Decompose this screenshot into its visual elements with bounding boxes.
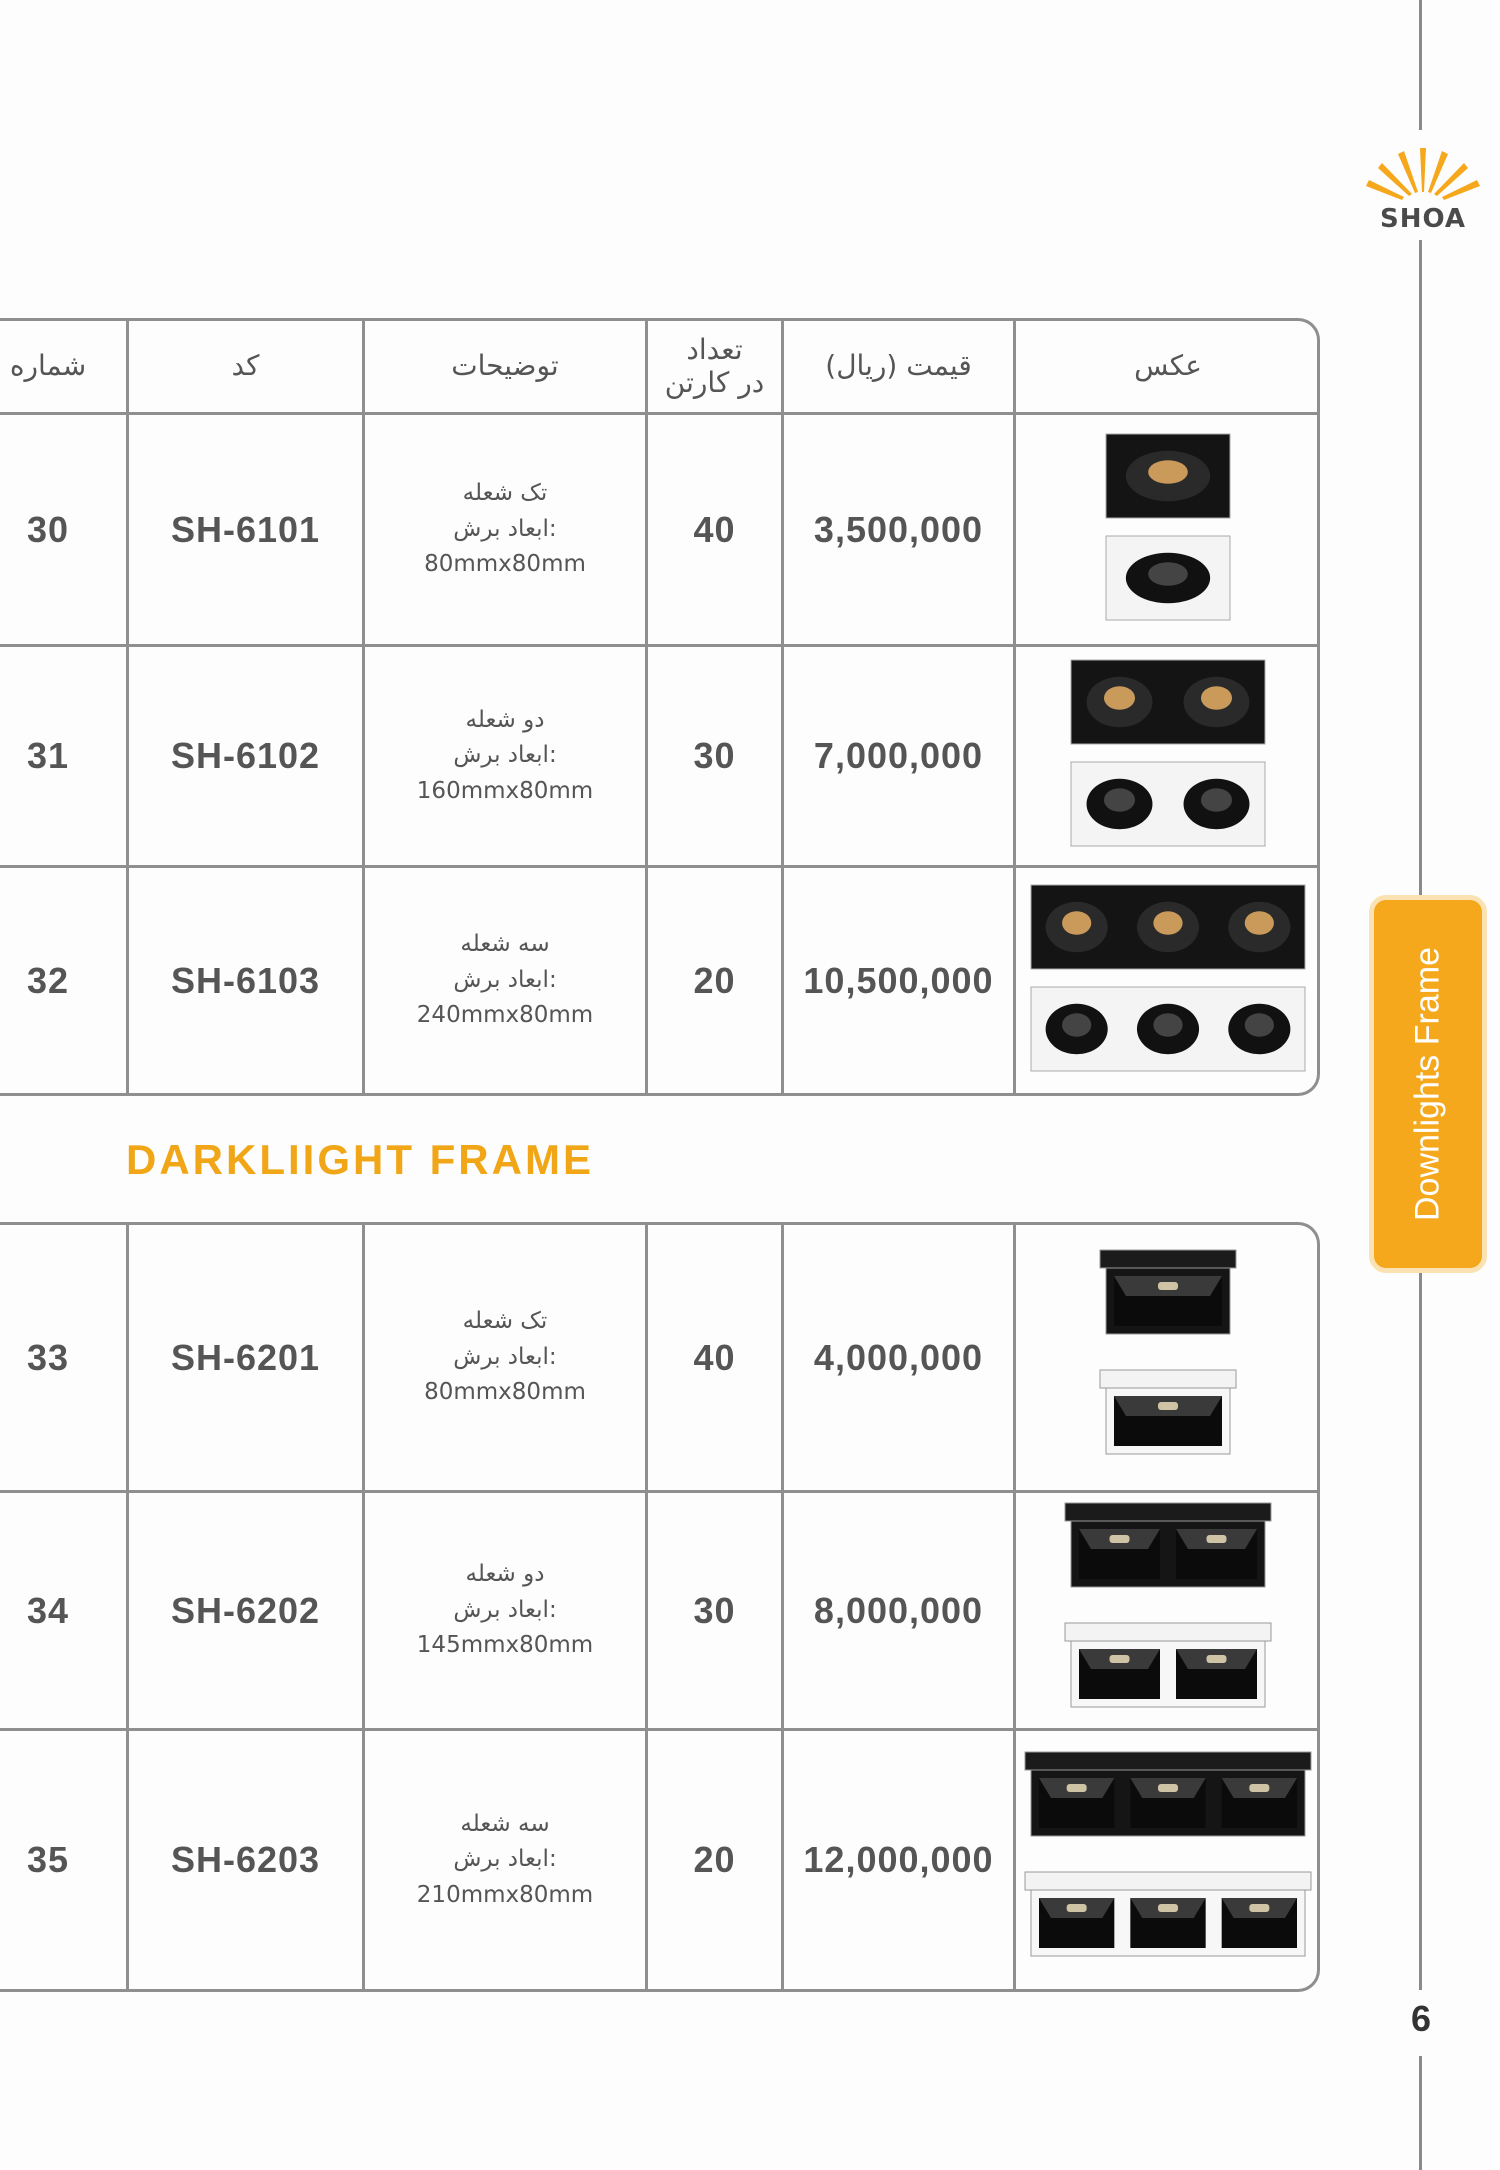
description-cut-label: ابعاد برش:: [453, 1846, 557, 1873]
product-price: 3,500,000: [781, 415, 1013, 644]
description-burners: دو شعله: [465, 1561, 545, 1588]
product-code: SH-6203: [126, 1731, 362, 1989]
product-photo-image: [1018, 415, 1318, 644]
product-price: 8,000,000: [781, 1493, 1013, 1728]
description-burners: سه شعله: [460, 931, 550, 958]
table-row: [0, 1225, 1317, 1493]
side-tab-label: Downlights Frame: [1408, 947, 1447, 1221]
price-table-downlight-frame: [0, 318, 1320, 1096]
row-number: 32: [26, 959, 70, 1001]
page-number: 6: [1395, 1998, 1447, 2040]
row-number: 30: [26, 508, 70, 550]
table-row: [0, 415, 1317, 647]
product-code: SH-6201: [126, 1225, 362, 1490]
product-description: [362, 1493, 645, 1728]
description-cut-size: 80mmx80mm: [424, 551, 586, 578]
header-price: قیمت (ریال): [781, 321, 1013, 412]
product-code: SH-6101: [126, 415, 362, 644]
product-description: [362, 415, 645, 644]
description-cut-label: ابعاد برش:: [453, 1596, 557, 1623]
row-number: 35: [26, 1839, 70, 1880]
table-row: [0, 1731, 1317, 1989]
section-side-tab: [1374, 900, 1482, 1268]
table-row: [0, 868, 1317, 1093]
product-code: SH-6102: [126, 647, 362, 865]
header-number: شماره: [9, 349, 87, 383]
right-margin-rule-lower: [1419, 1272, 1422, 1990]
product-description: [362, 868, 645, 1093]
product-photo: [1013, 868, 1320, 1093]
header-code: کد: [126, 321, 362, 412]
description-burners: سه شعله: [460, 1810, 550, 1837]
product-photo: [1013, 1493, 1320, 1728]
description-burners: تک شعله: [462, 480, 548, 507]
product-description: [362, 1225, 645, 1490]
header-description: توضیحات: [362, 321, 645, 412]
product-code: SH-6103: [126, 868, 362, 1093]
product-photo-image: [1018, 868, 1318, 1093]
header-photo: عکس: [1013, 321, 1320, 412]
description-burners: دو شعله: [465, 706, 545, 733]
product-photo: [1013, 415, 1320, 644]
header-quantity-line2: در کارتن: [664, 365, 765, 399]
brand-logo: [1360, 140, 1486, 240]
brand-name: SHOA: [1379, 204, 1466, 234]
description-cut-label: ابعاد برش:: [453, 1343, 557, 1370]
right-margin-rule-middle: [1419, 240, 1422, 900]
product-price: 12,000,000: [781, 1731, 1013, 1989]
description-cut-size: 160mmx80mm: [416, 777, 594, 804]
carton-quantity: 20: [645, 868, 781, 1093]
product-photo: [1013, 1731, 1320, 1989]
product-description: [362, 647, 645, 865]
description-cut-size: 240mmx80mm: [416, 1002, 594, 1029]
table-row: [0, 647, 1317, 868]
carton-quantity: 20: [645, 1731, 781, 1989]
description-cut-label: ابعاد برش:: [453, 742, 557, 769]
product-photo: [1013, 647, 1320, 865]
product-description: [362, 1731, 645, 1989]
product-price: 10,500,000: [781, 868, 1013, 1093]
table-header-row: [0, 321, 1317, 415]
description-burners: تک شعله: [462, 1308, 548, 1335]
sun-rays-icon: [1360, 140, 1486, 204]
header-quantity-line1: تعداد: [686, 333, 743, 367]
description-cut-size: 80mmx80mm: [424, 1379, 586, 1406]
right-margin-rule-top: [1419, 0, 1422, 130]
product-price: 7,000,000: [781, 647, 1013, 865]
product-photo-image: [1018, 1225, 1318, 1490]
row-number: 31: [26, 735, 70, 776]
product-photo-image: [1018, 647, 1318, 865]
table-row: [0, 1493, 1317, 1731]
description-cut-label: ابعاد برش:: [453, 966, 557, 993]
right-margin-rule-bottom: [1419, 2056, 1422, 2170]
carton-quantity: 30: [645, 647, 781, 865]
product-photo-image: [1018, 1493, 1318, 1728]
section-heading: DARKLIIGHT FRAME: [126, 1136, 594, 1183]
product-photo-image: [1018, 1731, 1318, 1989]
description-cut-size: 210mmx80mm: [416, 1881, 594, 1908]
carton-quantity: 40: [645, 1225, 781, 1490]
carton-quantity: 30: [645, 1493, 781, 1728]
carton-quantity: 40: [645, 415, 781, 644]
header-quantity: [645, 321, 781, 412]
row-number: 34: [26, 1589, 70, 1631]
description-cut-label: ابعاد برش:: [453, 515, 557, 542]
description-cut-size: 145mmx80mm: [416, 1632, 594, 1659]
price-table-darklight-frame: [0, 1222, 1320, 1992]
product-price: 4,000,000: [781, 1225, 1013, 1490]
product-code: SH-6202: [126, 1493, 362, 1728]
row-number: 33: [26, 1336, 70, 1378]
product-photo: [1013, 1225, 1320, 1490]
